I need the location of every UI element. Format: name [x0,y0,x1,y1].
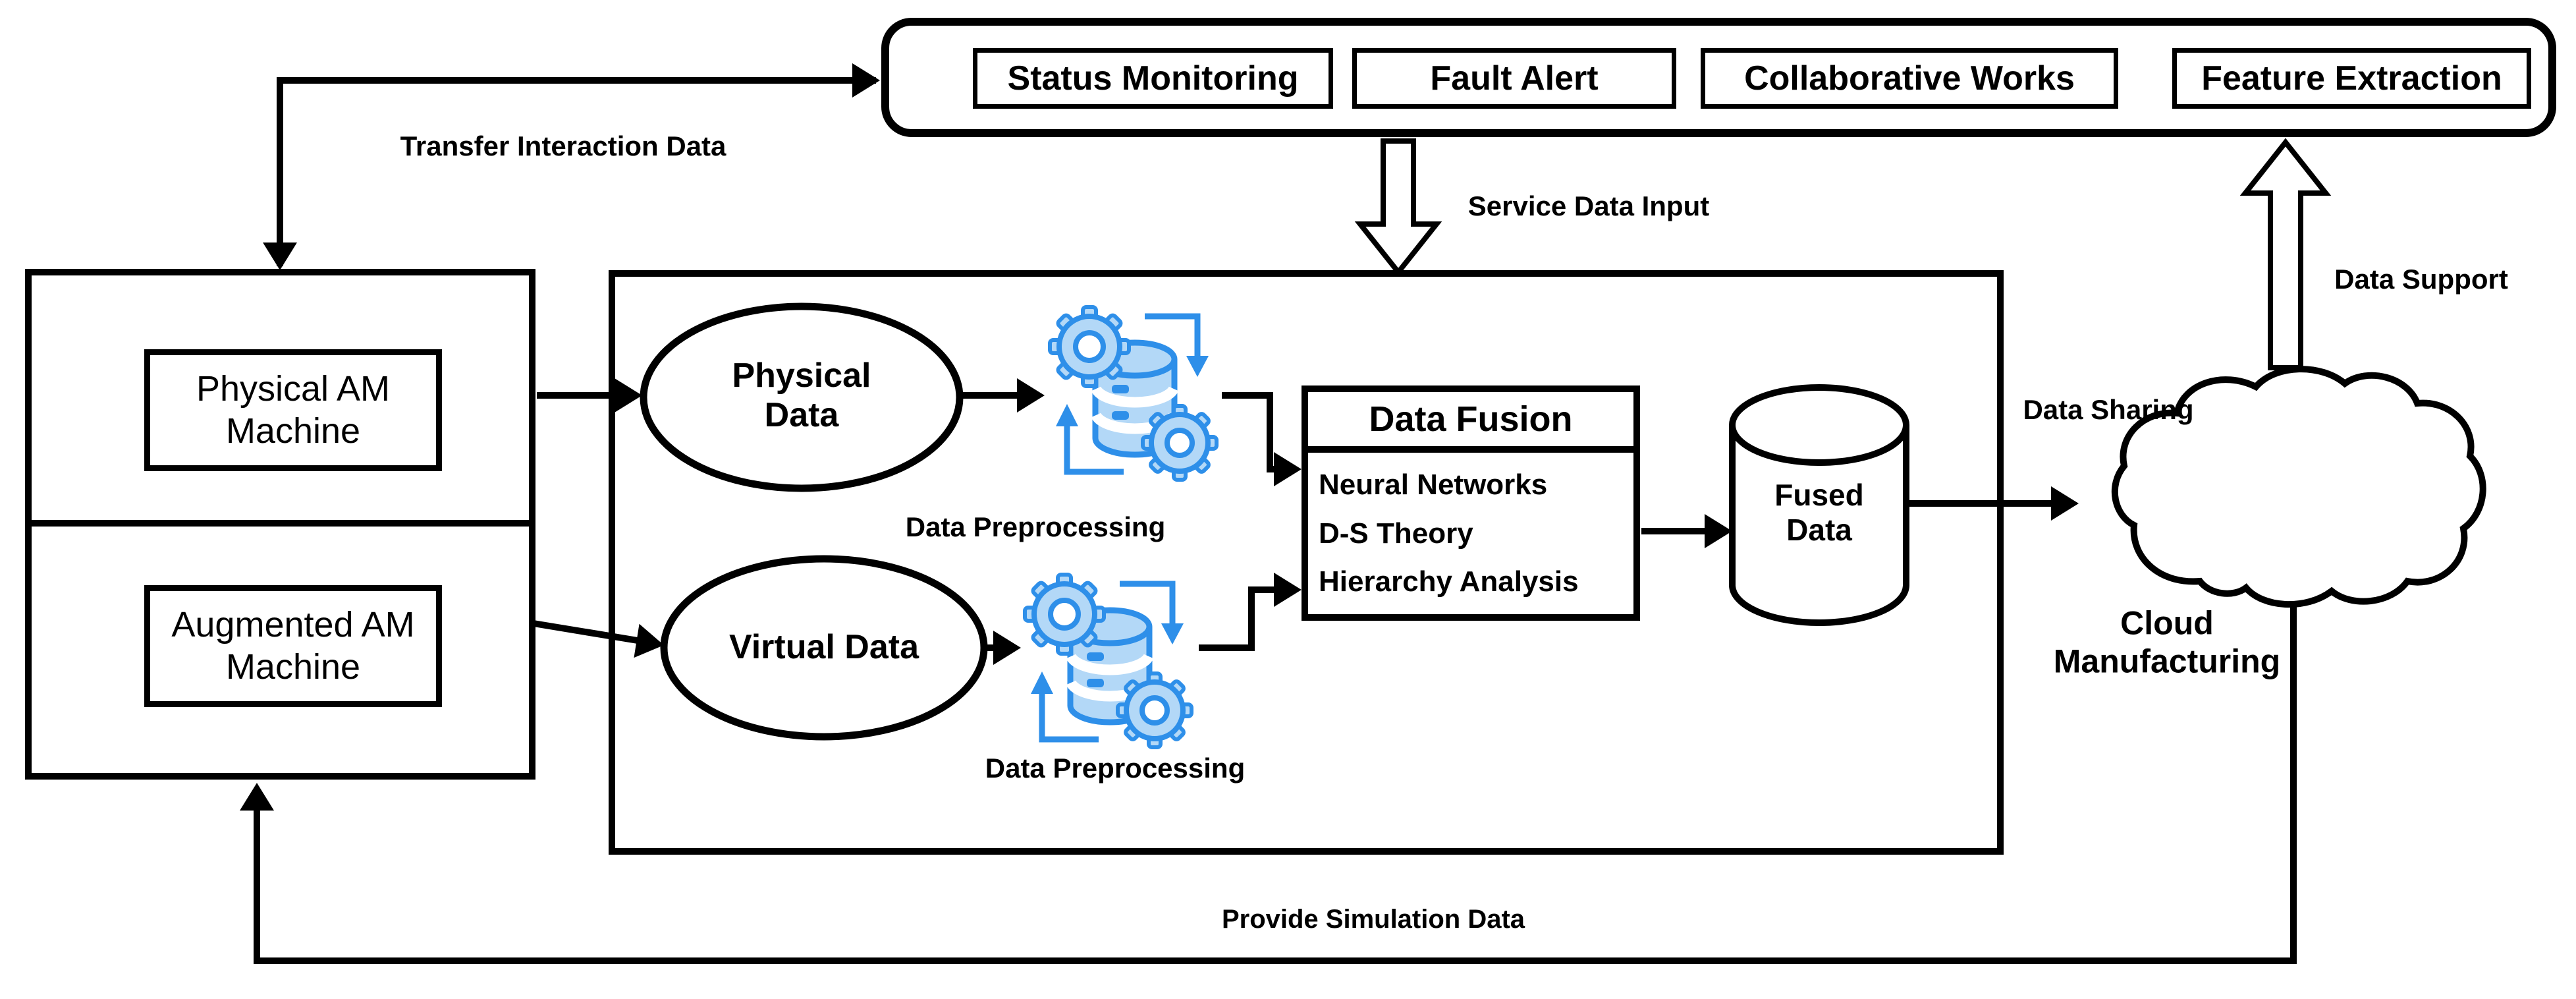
data-sharing-label: Data Sharing [2023,393,2194,425]
data-support-arrow [2245,142,2326,368]
fusion-method-neural-networks: Neural Networks [1319,468,1548,501]
service-box-feature-extraction [2172,48,2531,109]
augmented-am-machine-box [144,585,442,707]
service-label: Fault Alert [1430,59,1599,98]
service-label: Collaborative Works [1744,59,2075,98]
transfer-interaction-data-label: Transfer Interaction Data [400,130,726,161]
arrowhead-right-into-services [852,63,880,98]
service-data-input-arrow [1360,141,1437,272]
physical-am-machine-box [144,349,442,471]
fusion-method-hierarchy-analysis: Hierarchy Analysis [1319,565,1579,598]
service-box-fault-alert [1352,48,1676,109]
data-fusion-methods [1308,453,1633,614]
service-label: Status Monitoring [1007,59,1299,98]
service-label: Feature Extraction [2201,59,2502,98]
data-fusion-title: Data Fusion [1308,392,1633,453]
physical-am-machine-label: Physical AM Machine [196,368,391,451]
virtual-data-label: Virtual Data [728,628,919,667]
service-box-status-monitoring [973,48,1333,109]
fused-data-label: Fused Data [1774,478,1864,547]
provide-simulation-data-label: Provide Simulation Data [1221,905,1525,934]
data-support-label: Data Support [2334,263,2508,295]
fusion-method-ds-theory: D-S Theory [1319,517,1473,550]
transfer-interaction-line [280,80,876,266]
machines-divider [25,520,535,527]
physical-data-label: Physical Data [732,357,871,434]
data-preprocessing-label-virtual: Data Preprocessing [985,752,1246,784]
data-preprocessing-label-physical: Data Preprocessing [905,511,1166,542]
cloud-manufacturing-label: Cloud Manufacturing [2053,604,2281,679]
arrowhead-up-into-machines [240,783,274,811]
arrowhead-down-into-machines [263,243,297,270]
data-fusion-box [1302,385,1640,621]
service-data-input-label: Service Data Input [1467,190,1710,221]
arrowhead-into-cloud [2051,486,2079,521]
service-box-collaborative-works [1701,48,2118,109]
augmented-am-machine-label: Augmented AM Machine [171,604,415,687]
